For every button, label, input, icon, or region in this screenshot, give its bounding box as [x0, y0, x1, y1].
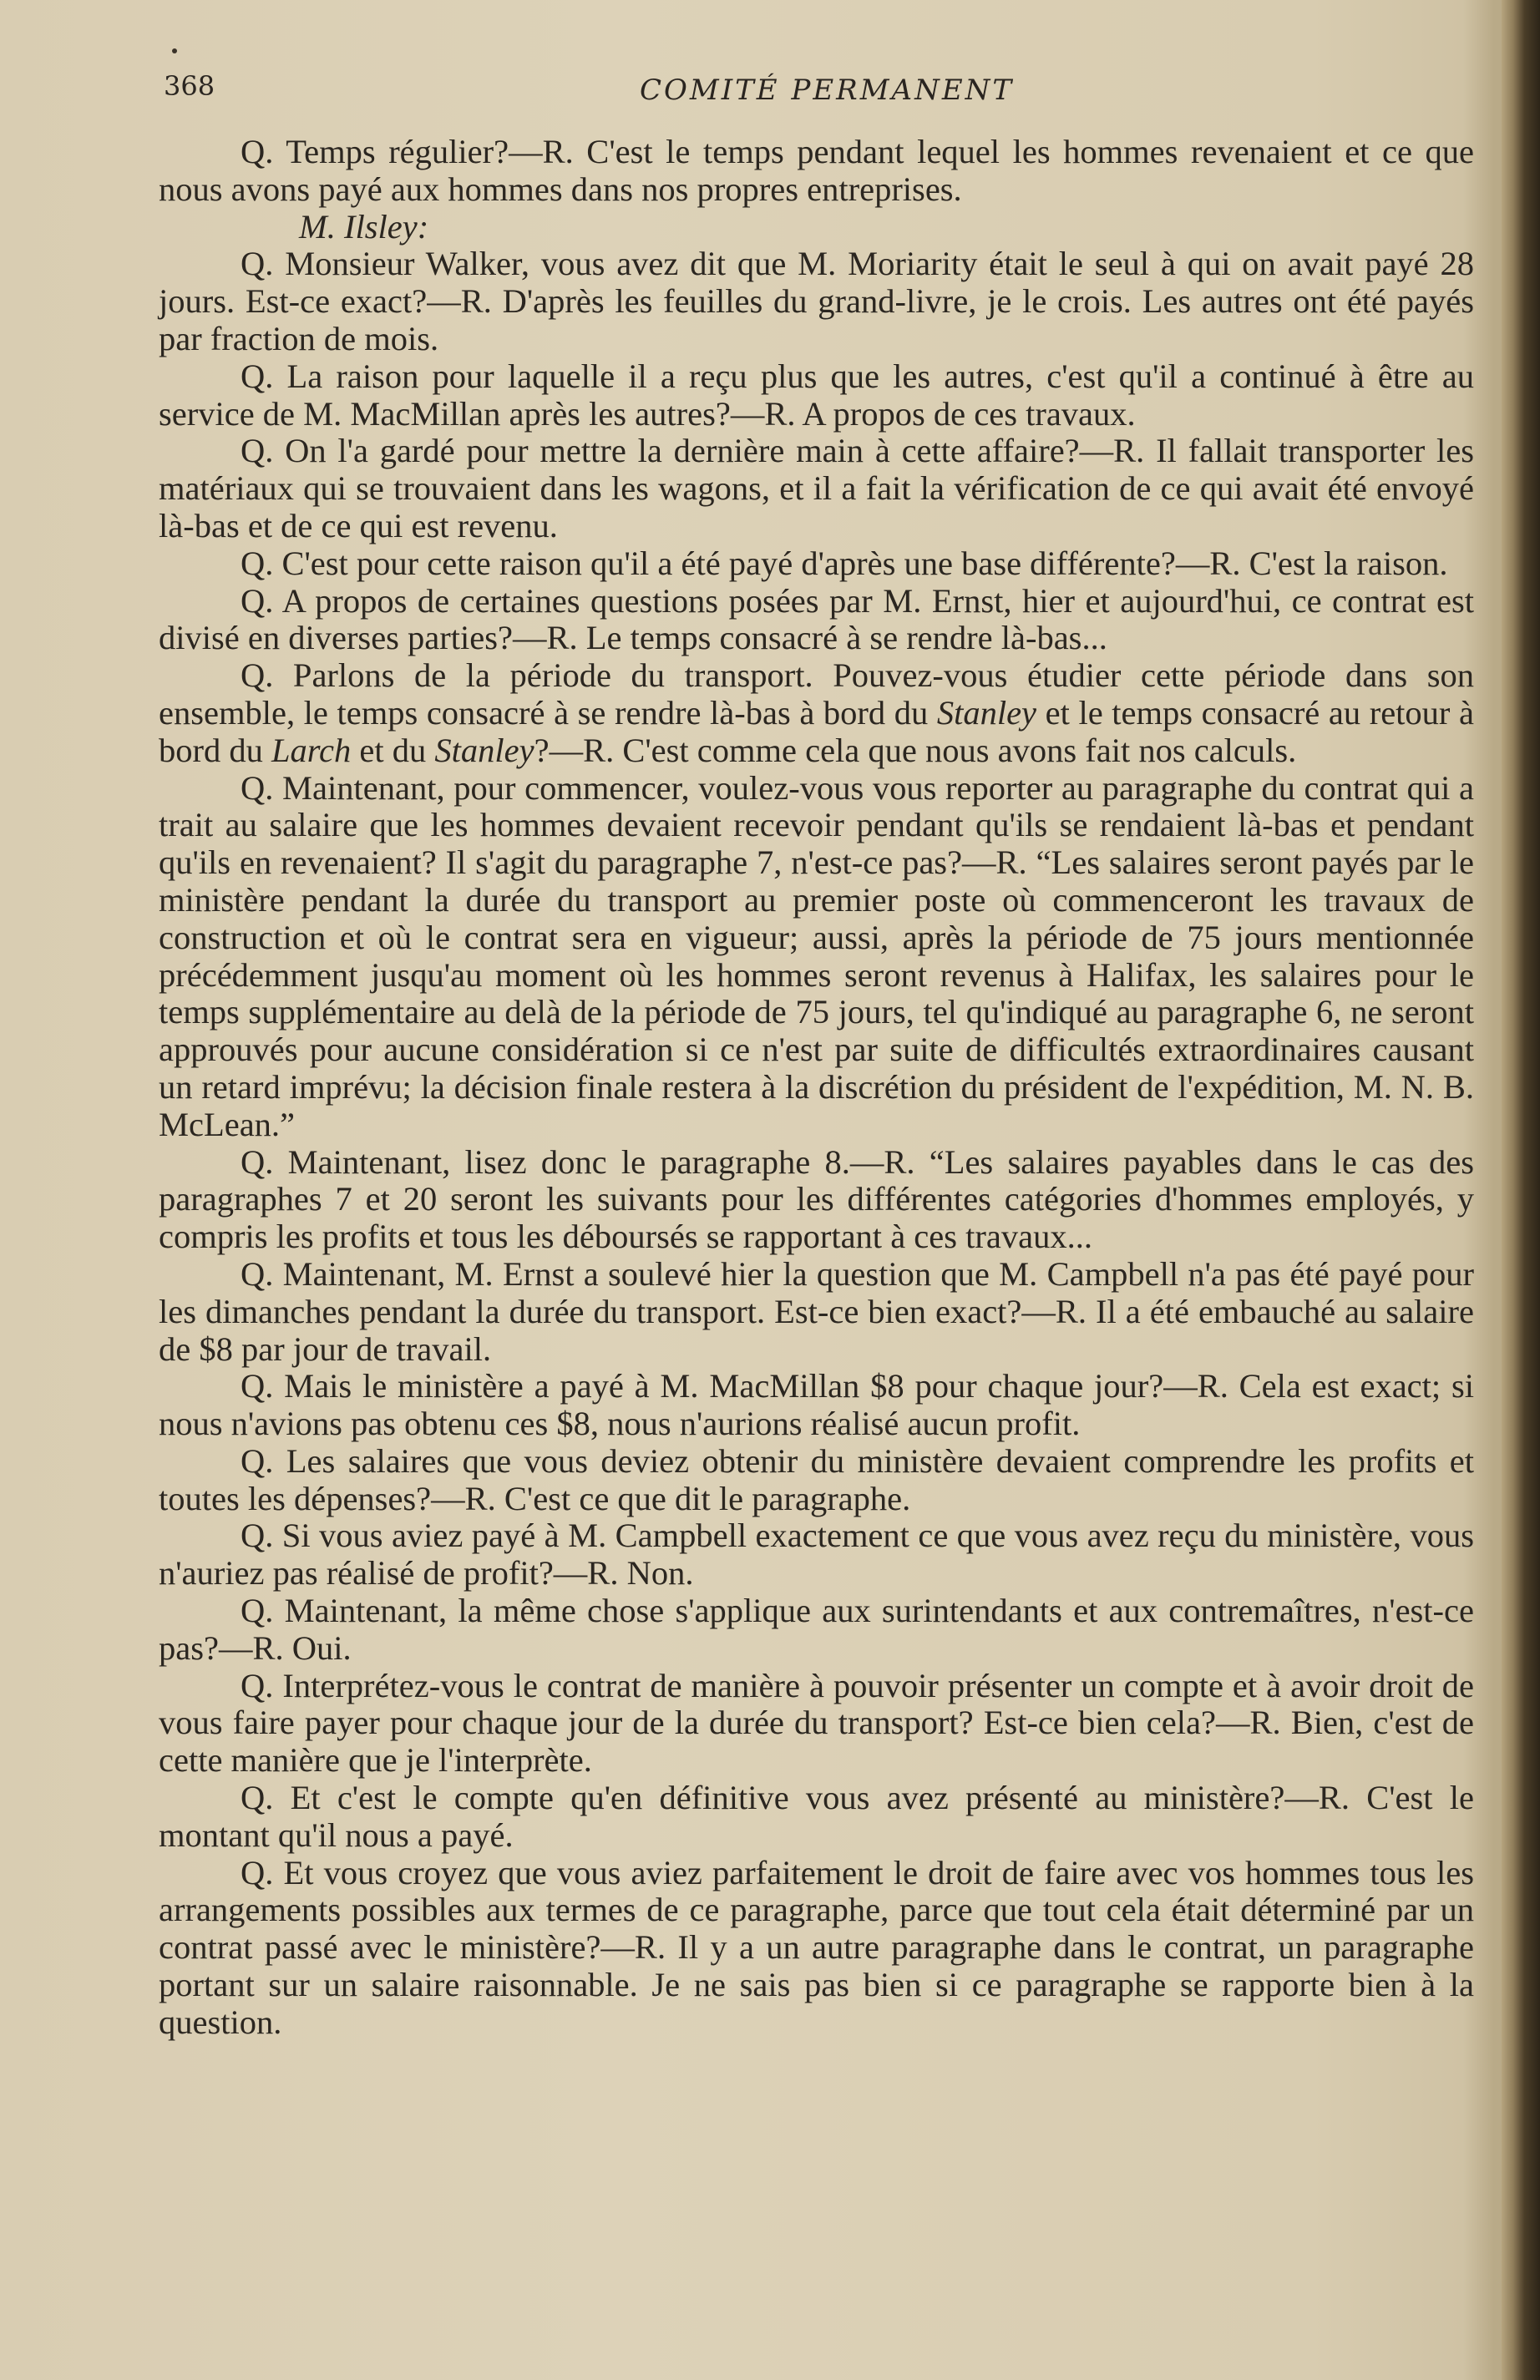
running-title: COMITÉ PERMANENT: [640, 73, 1015, 107]
paragraph: Q. Maintenant, pour commencer, voulez-vous vous reporter au paragraphe du contrat qui a trait au salaire que les hommes devaient recevoir pendant qu'ils se rendaient là-bas et pendant qu'ils en revenaient? Il s'agit du paragraphe 7, n'est-ce pas?—R. “Les salaires seront payés par le ministère pendant la durée du transport au premier poste où commenceront les travaux de construction et où le contrat sera en vigueur; aussi, après la période de 75 jours mentionnée précédemment jusqu'au moment où les hommes seront revenus à Halifax, les salaires pour le temps supplémentaire au delà de la période de 75 jours, tel qu'indiqué au paragraphe 6, ne seront approuvés pour aucune considération si ce n'est par suite de difficultés extraordinaires causant un retard imprévu; la décision finale restera à la discrétion du président de l'expédition, M. N. B. McLean.”: [159, 768, 1474, 1143]
paragraph: Q. A propos de certaines questions posées par M. Ernst, hier et aujourd'hui, ce contrat est divisé en diverses parties?—R. Le temps consacré à se rendre là-bas...: [159, 581, 1474, 657]
transcript-body: [159, 134, 1474, 2042]
paragraph: Q. On l'a gardé pour mettre la dernière main à cette affaire?—R. Il fallait transporter les matériaux qui se trouvaient dans les wagons, et il a fait la vérification de ce qui avait été envoyé là-bas et de ce qui est revenu.: [159, 432, 1474, 544]
paragraph-text: ?—R. C'est comme cela que nous avons fait nos calculs.: [534, 731, 1297, 769]
paragraph: [159, 657, 1474, 769]
paragraph: Q. Les salaires que vous deviez obtenir du ministère devaient comprendre les profits et toutes les dépenses?—R. C'est ce que dit le paragraphe.: [159, 1441, 1474, 1517]
paragraph: Q. Monsieur Walker, vous avez dit que M. Moriarity était le seul à qui on avait payé 28 jours. Est-ce exact?—R. D'après les feuilles du grand-livre, je le crois. Les autres ont été payés par fraction de mois.: [159, 245, 1474, 357]
book-spine-shadow: [1502, 0, 1540, 2380]
paragraph: Q. Si vous aviez payé à M. Campbell exactement ce que vous avez reçu du ministère, vous n'auriez pas réalisé de profit?—R. Non.: [159, 1517, 1474, 1593]
speaker-label: M. Ilsley:: [299, 207, 429, 246]
paragraph: Q. Maintenant, M. Ernst a soulevé hier la question que M. Campbell n'a pas été payé pour les dimanches pendant la durée du transport. Est-ce bien exact?—R. Il a été embauché au salaire de $8 par jour de travail.: [159, 1254, 1474, 1368]
ship-name: Larch: [271, 731, 352, 769]
page-number: 368: [164, 70, 215, 102]
paragraph: Q. C'est pour cette raison qu'il a été payé d'après une base différente?—R. C'est la raison.: [241, 544, 1448, 582]
paragraph-text: et du: [351, 731, 435, 769]
paragraph: Q. Temps régulier?—R. C'est le temps pendant lequel les hommes revenaient et ce que nous avons payé aux hommes dans nos propres entreprises.: [159, 133, 1474, 208]
paragraph: Q. La raison pour laquelle il a reçu plus que les autres, c'est qu'il a continué à être au service de M. MacMillan après les autres?—R. A propos de ces travaux.: [159, 357, 1474, 433]
paragraph: Q. Interprétez-vous le contrat de manière à pouvoir présenter un compte et à avoir droit de vous faire payer pour chaque jour de la durée du transport? Est-ce bien cela?—R. Bien, c'est de cette manière que je l'interprète.: [159, 1666, 1474, 1780]
ship-name: Stanley: [434, 731, 534, 769]
paragraph: Q. Maintenant, lisez donc le paragraphe 8.—R. “Les salaires payables dans le cas des paragraphes 7 et 20 seront les suivants pour les différentes catégories d'hommes employés, y compris les profits et tous les déboursés se rapportant à ces travaux...: [159, 1142, 1474, 1256]
paragraph-text: et le temps consacré au retour à bord du: [159, 693, 1474, 769]
paragraph: Q. Et c'est le compte qu'en définitive vous avez présenté au ministère?—R. C'est le montant qu'il nous a payé.: [159, 1779, 1474, 1854]
paragraph: Q. Mais le ministère a payé à M. MacMillan $8 pour chaque jour?—R. Cela est exact; si nous n'avions pas obtenu ces $8, nous n'aurions réalisé aucun profit.: [159, 1367, 1474, 1443]
paragraph-text: Q. Parlons de la période du transport. Pouvez-vous étudier cette période dans son ensemble, le temps consacré à se rendre là-bas à bord du: [159, 656, 1474, 732]
ship-name: Stanley: [936, 693, 1037, 732]
page-header: [164, 67, 1483, 117]
paragraph: Q. Et vous croyez que vous aviez parfaitement le droit de faire avec vos hommes tous les arrangements possibles aux termes de ce paragraphe, parce que tout cela était déterminé par un contrat passé avec le ministère?—R. Il y a un autre paragraphe dans le contrat, un paragraphe portant sur un salaire raisonnable. Je ne sais pas bien si ce paragraphe se rapporte bien à la question.: [159, 1853, 1474, 2041]
ink-speck: [172, 48, 177, 53]
paragraph: Q. Maintenant, la même chose s'applique aux surintendants et aux contremaîtres, n'est-ce pas?—R. Oui.: [159, 1592, 1474, 1667]
